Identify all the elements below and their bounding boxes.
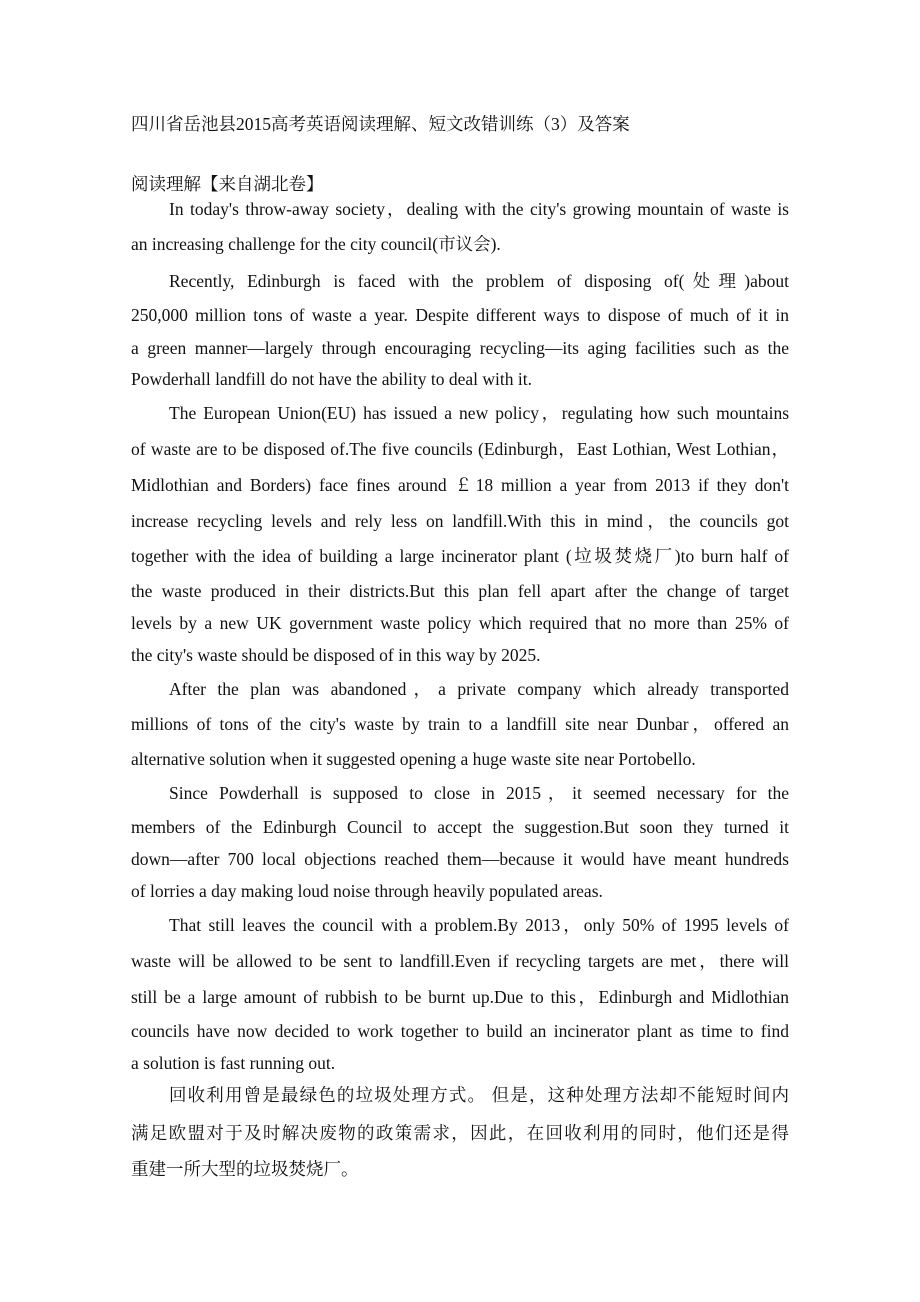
- paragraph-3-line: of waste are to be disposed of.The five councils (Edinburgh，East Lothian, West Lothian，: [131, 439, 789, 459]
- paragraph-3-line: increase recycling levels and rely less on landfill.With this in mind，the councils got: [131, 511, 789, 531]
- paragraph-3-line: The European Union(EU) has issued a new policy，regulating how such mountains: [169, 403, 789, 423]
- paragraph-7-line: 满足欧盟对于及时解决废物的政策需求，因此，在回收利用的同时，他们还是得: [131, 1123, 789, 1143]
- paragraph-6-line: a solution is fast running out.: [131, 1053, 336, 1073]
- section-heading: 阅读理解【来自湖北卷】: [131, 174, 324, 194]
- paragraph-3-line: the waste produced in their districts.But this plan fell apart after the change of target: [131, 581, 789, 601]
- paragraph-3-line: levels by a new UK government waste policy which required that no more than 25% of: [131, 613, 789, 633]
- paragraph-2-line: a green manner—largely through encouraging recycling—its aging facilities such as the: [131, 338, 789, 358]
- paragraph-2-line: Powderhall landfill do not have the ability to deal with it.: [131, 369, 532, 389]
- paragraph-5-line: of lorries a day making loud noise through heavily populated areas.: [131, 881, 603, 901]
- paragraph-7-line: 重建一所大型的垃圾焚烧厂。: [131, 1159, 359, 1179]
- paragraph-5-line: Since Powderhall is supposed to close in 2015，it seemed necessary for the: [169, 783, 789, 803]
- paragraph-6-line: That still leaves the council with a problem.By 2013，only 50% of 1995 levels of: [169, 915, 789, 935]
- paragraph-2-line: Recently, Edinburgh is faced with the problem of disposing of(处理)about: [169, 271, 789, 291]
- paragraph-4-line: millions of tons of the city's waste by train to a landfill site near Dunbar，offered an: [131, 714, 789, 734]
- paragraph-4-line: After the plan was abandoned，a private company which already transported: [169, 679, 789, 699]
- paragraph-7-line: 回收利用曾是最绿色的垃圾处理方式。 但是，这种处理方法却不能短时间内: [169, 1085, 789, 1105]
- paragraph-3-line: together with the idea of building a large incinerator plant (垃圾焚烧厂)to burn half of: [131, 546, 789, 566]
- paragraph-5-line: down—after 700 local objections reached them—because it would have meant hundreds: [131, 849, 789, 869]
- paragraph-6-line: councils have now decided to work together to build an incinerator plant as time to find: [131, 1021, 789, 1041]
- paragraph-2-line: 250,000 million tons of waste a year. Despite different ways to dispose of much of it in: [131, 305, 789, 325]
- paragraph-3-line: the city's waste should be disposed of in this way by 2025.: [131, 645, 541, 665]
- document-title: 四川省岳池县2015高考英语阅读理解、短文改错训练（3）及答案: [131, 114, 630, 134]
- paragraph-3-line: Midlothian and Borders) face fines around ￡18 million a year from 2013 if they don't: [131, 475, 789, 495]
- paragraph-6-line: still be a large amount of rubbish to be burnt up.Due to this，Edinburgh and Midlothian: [131, 987, 789, 1007]
- paragraph-4-line: alternative solution when it suggested opening a huge waste site near Portobello.: [131, 749, 696, 769]
- paragraph-5-line: members of the Edinburgh Council to accept the suggestion.But soon they turned it: [131, 817, 789, 837]
- paragraph-6-line: waste will be allowed to be sent to landfill.Even if recycling targets are met，there will: [131, 951, 789, 971]
- paragraph-1-line: an increasing challenge for the city council(市议会).: [131, 234, 501, 254]
- paragraph-1-line: In today's throw-away society，dealing with the city's growing mountain of waste is: [169, 199, 789, 219]
